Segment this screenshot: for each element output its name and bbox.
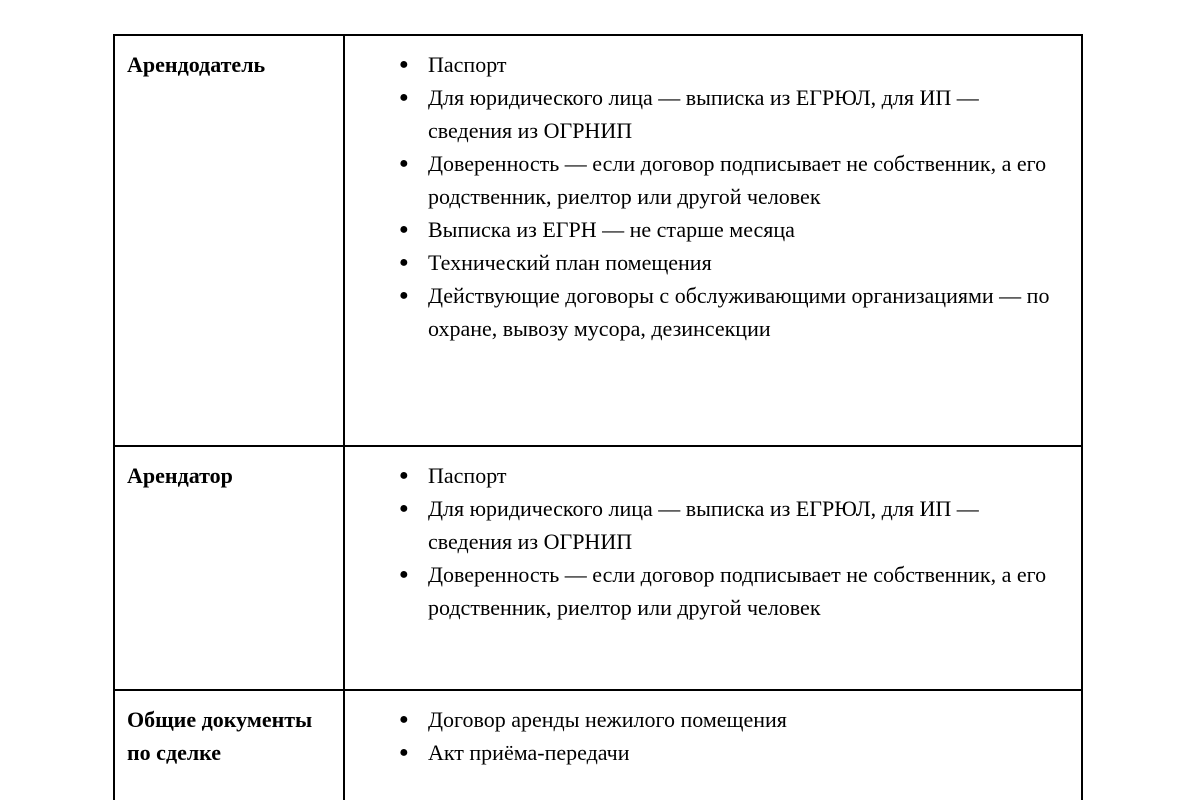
list-item: ● Выписка из ЕГРН — не старше месяца (428, 213, 1065, 246)
documents-table (113, 34, 1083, 800)
documents-table-body (114, 35, 1082, 800)
table-row-common-documents (114, 690, 1082, 800)
list-item: ● Акт приёма-передачи (428, 736, 1065, 769)
row-items-cell-common-documents (344, 690, 1082, 800)
list-item: ● Для юридического лица — выписка из ЕГРЮЛ, для ИП — сведения из ОГРНИП (428, 81, 1065, 147)
document-list-common-documents (345, 703, 1071, 769)
list-item: ● Паспорт (428, 459, 1065, 492)
list-item: ● Доверенность — если договор подписывает не собственник, а его родственник, риелтор или другой человек (428, 147, 1065, 213)
row-header-landlord: Арендодатель (127, 52, 266, 77)
list-item: ● Договор аренды нежилого помещения (428, 703, 1065, 736)
row-items-cell-tenant (344, 446, 1082, 690)
row-items-cell-landlord (344, 35, 1082, 446)
document-list-landlord (345, 48, 1071, 345)
row-header-common-documents: Общие документы по сделке (127, 707, 313, 765)
row-header-tenant: Арендатор (127, 463, 233, 488)
list-item: ● Технический план помещения (428, 246, 1065, 279)
document-list-tenant (345, 459, 1071, 624)
table-row-tenant (114, 446, 1082, 690)
list-item: ● Доверенность — если договор подписывает не собственник, а его родственник, риелтор или другой человек (428, 558, 1065, 624)
row-header-cell-tenant (114, 446, 344, 690)
table-row-landlord (114, 35, 1082, 446)
row-header-cell-landlord (114, 35, 344, 446)
list-item: ● Действующие договоры с обслуживающими организациями — по охране, вывозу мусора, дезинсекции (428, 279, 1065, 345)
row-header-cell-common-documents (114, 690, 344, 800)
list-item: ● Паспорт (428, 48, 1065, 81)
list-item: ● Для юридического лица — выписка из ЕГРЮЛ, для ИП — сведения из ОГРНИП (428, 492, 1065, 558)
